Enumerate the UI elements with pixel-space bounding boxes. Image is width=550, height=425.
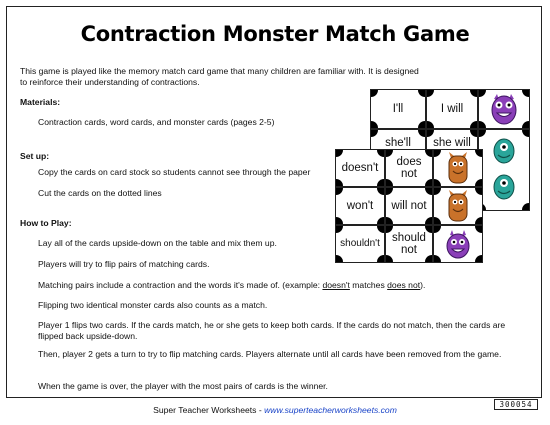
intro-text: This game is played like the memory match card game that many children are familiar with. It is designed to reinforce their understanding of contractions. [20, 66, 419, 87]
word-card [335, 149, 385, 187]
play-item: Player 1 flips two cards. If the cards match, he or she gets to keep both cards. If the cards do not match, then the cards are flipped back upside-down. [38, 320, 506, 341]
play-item: Flipping two identical monster cards also counts as a match. [38, 300, 268, 310]
word-card [385, 225, 433, 263]
card-label: does not [396, 156, 422, 180]
play-item: When the game is over, the player with the most pairs of cards is the winner. [38, 381, 328, 391]
word-card [335, 225, 385, 263]
setup-item: Copy the cards on card stock so students cannot see through the paper [38, 167, 311, 177]
materials-text: Contraction cards, word cards, and monster cards (pages 2-5) [38, 117, 275, 127]
teal-monster-icon [487, 135, 521, 205]
example-before: Matching pairs include a contraction and the words it's made of. (example: [38, 280, 323, 290]
materials-heading: Materials: [20, 97, 61, 107]
example-word-does-not: does not [387, 280, 421, 290]
purple-monster-icon [443, 228, 473, 260]
word-card [385, 187, 433, 225]
monster-card [433, 225, 483, 263]
monster-card [478, 129, 530, 211]
footer-link[interactable]: www.superteacherworksheets.com [264, 405, 397, 415]
example-word-doesnt: doesn't [322, 280, 350, 290]
monster-card [433, 149, 483, 187]
card-label: doesn't [341, 162, 379, 174]
example-after: ). [420, 280, 426, 290]
page-title: Contraction Monster Match Game [80, 22, 470, 46]
card-label: I'll [392, 103, 404, 115]
play-item: Then, player 2 gets a turn to try to flip matching cards. Players alternate until all cards have been removed from the game. [38, 349, 502, 359]
orange-monster-icon [445, 189, 471, 223]
purple-monster-icon [486, 91, 522, 127]
card-label: I will [440, 103, 464, 115]
word-card [385, 149, 433, 187]
footer-text: Super Teacher Worksheets - [153, 405, 265, 415]
play-item-example [38, 280, 528, 291]
worksheet-code: 300054 [494, 399, 538, 410]
card-label: shouldn't [340, 238, 380, 249]
card-label: she will [433, 137, 471, 149]
card-label: should not [392, 232, 426, 256]
card-label: will not [391, 200, 427, 212]
word-card [426, 89, 478, 129]
play-item: Players will try to flip pairs of matching cards. [38, 259, 210, 269]
card-label: won't [346, 200, 374, 212]
word-card [370, 89, 426, 129]
play-item: Lay all of the cards upside-down on the table and mix them up. [38, 238, 277, 248]
footer [0, 405, 550, 415]
monster-card [433, 187, 483, 225]
how-to-play-heading: How to Play: [20, 218, 72, 228]
orange-monster-icon [445, 151, 471, 185]
setup-heading: Set up: [20, 151, 50, 161]
setup-item: Cut the cards on the dotted lines [38, 188, 162, 198]
example-middle: matches [349, 280, 388, 290]
monster-card [478, 89, 530, 129]
card-label: she'll [385, 137, 411, 149]
word-card [335, 187, 385, 225]
